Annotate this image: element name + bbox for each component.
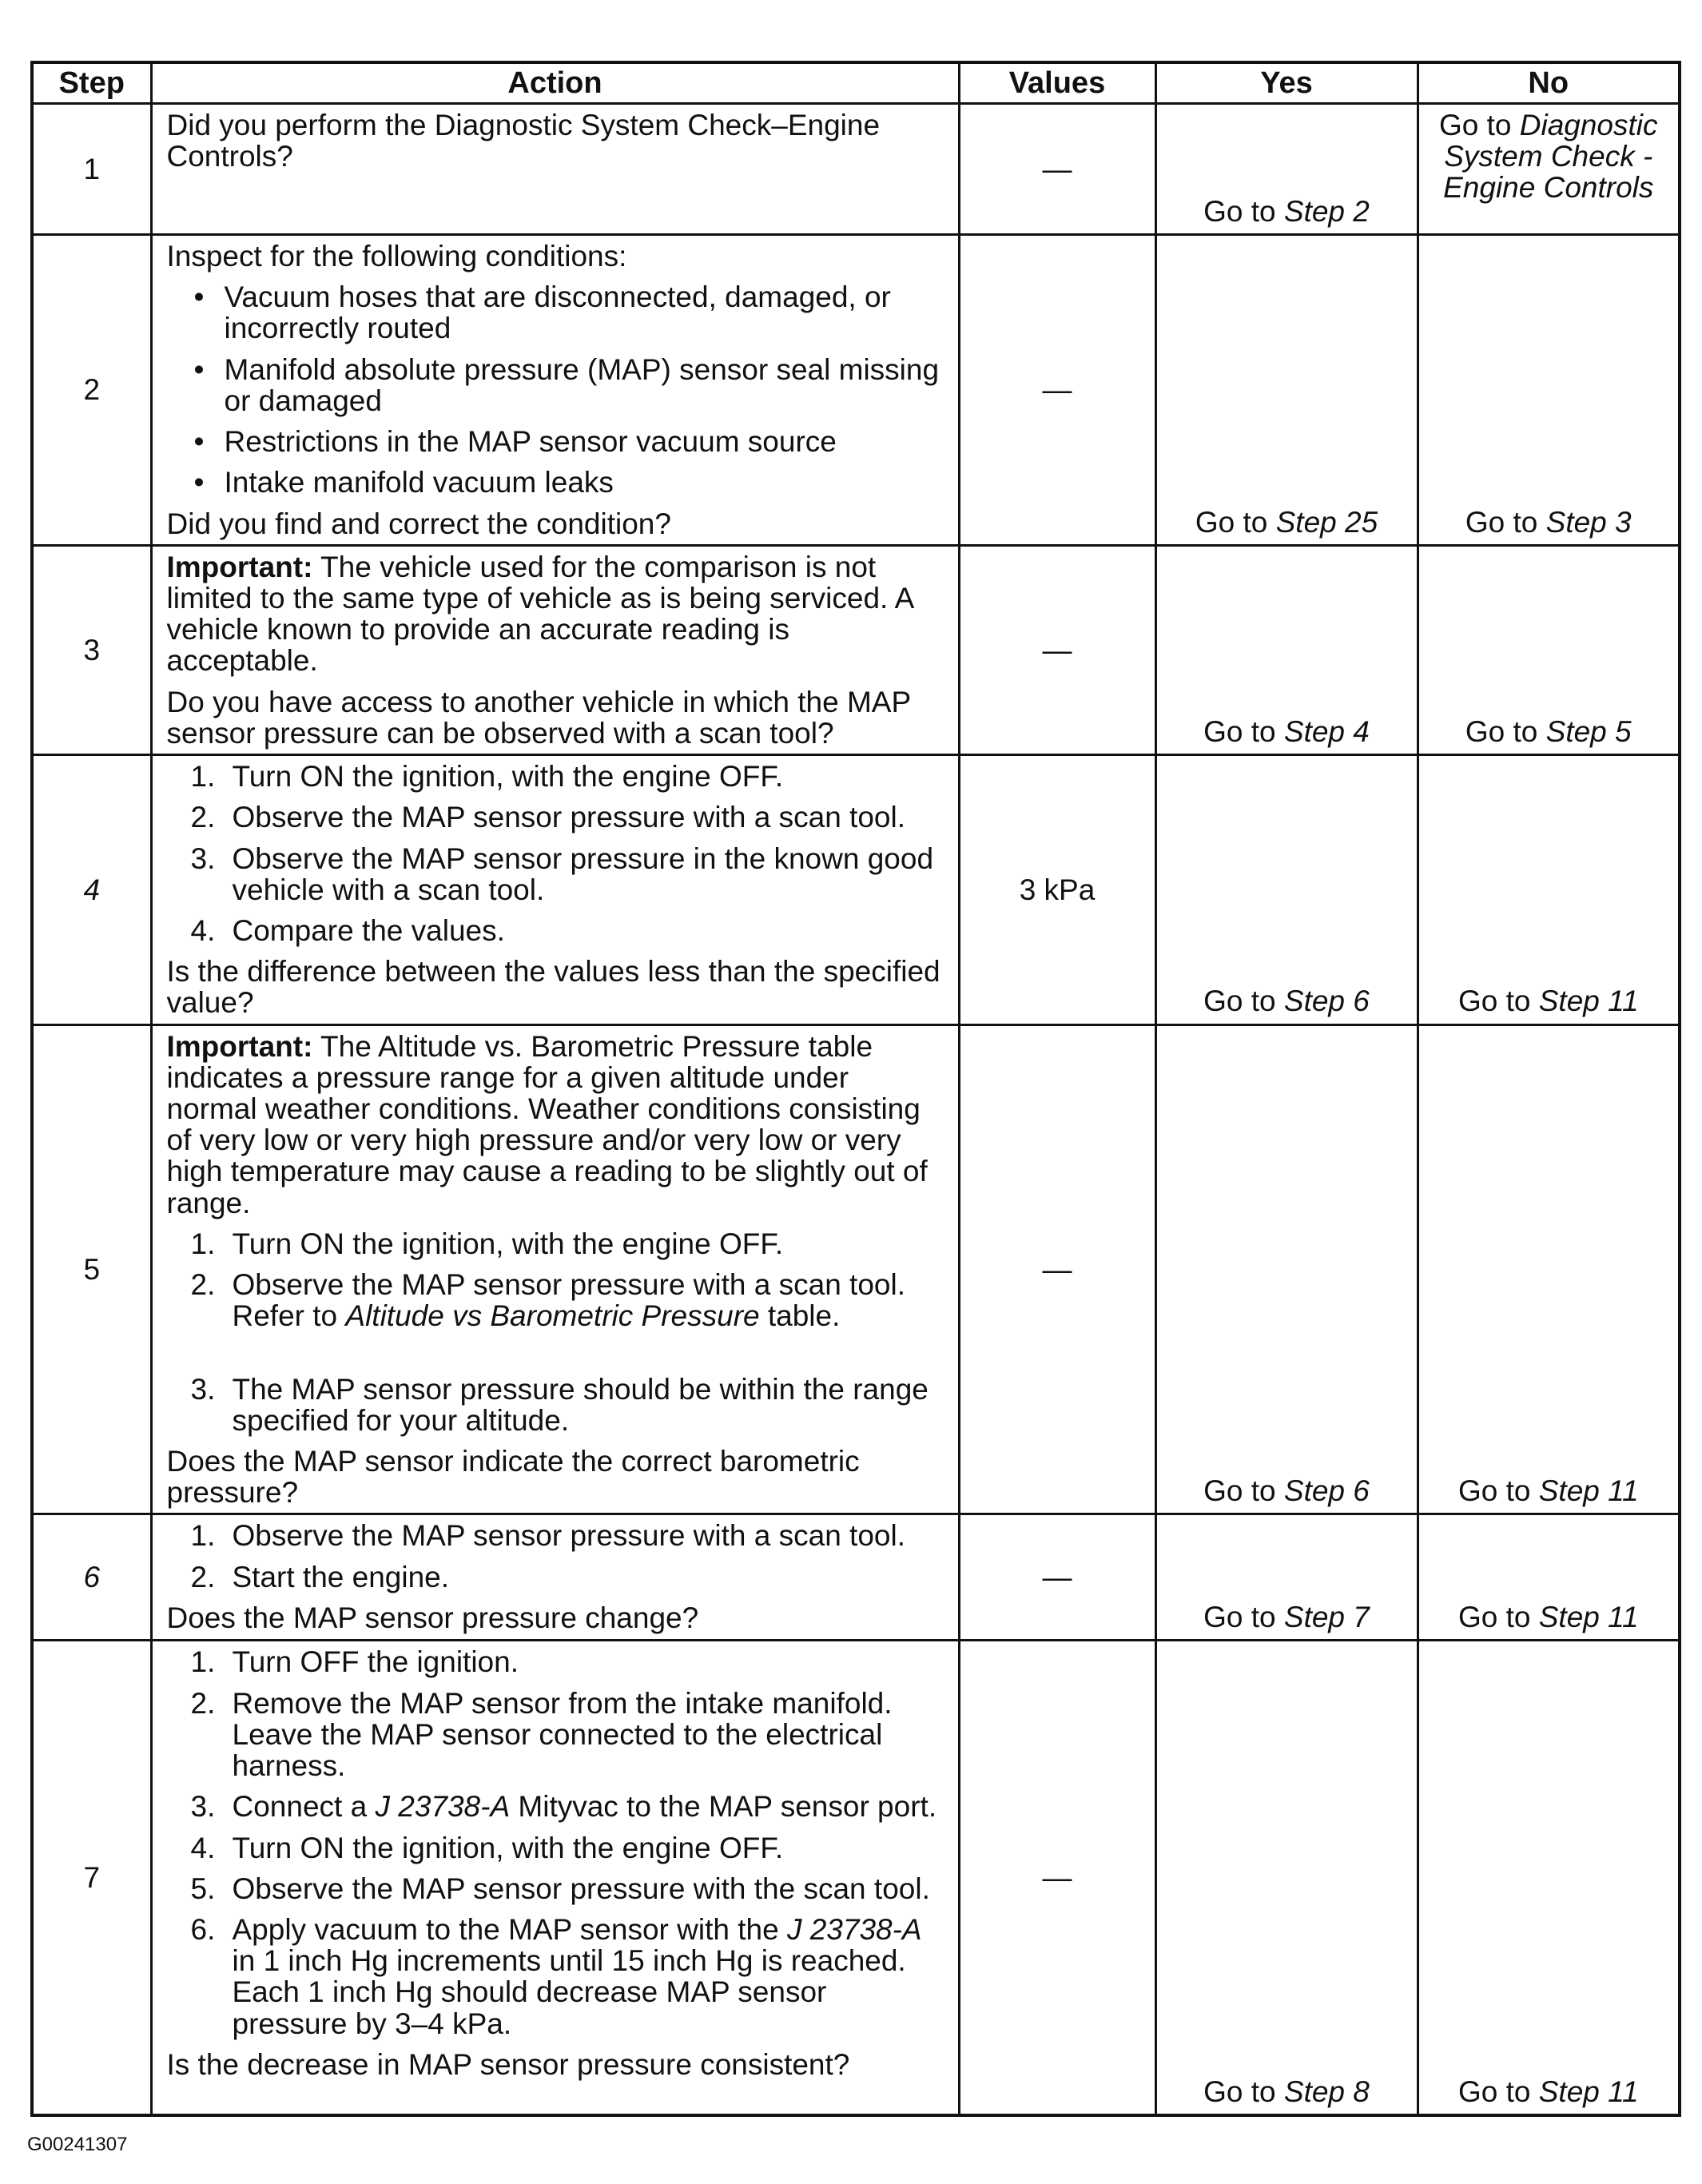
numbered-item: 4. Compare the values.: [190, 913, 505, 947]
item-text: Compare the values.: [232, 913, 505, 947]
no-cell: [1418, 1514, 1680, 1641]
step-number: 5: [32, 1024, 151, 1514]
important-label: Important:: [166, 1029, 313, 1063]
numbered-item: 3. Connect a J 23738-A Mityvac to the MAP sensor port.: [190, 1790, 937, 1824]
no-cell: [1418, 104, 1680, 235]
important-label: Important:: [166, 550, 313, 583]
diagnostic-table: [30, 61, 1681, 2117]
item-text: Turn ON the ignition, with the engine OFF.: [232, 1831, 784, 1864]
value-cell: —: [959, 545, 1155, 754]
no-cell: [1418, 1641, 1680, 2115]
yes-cell: [1155, 235, 1418, 546]
action-cell: [151, 104, 959, 235]
yes-target: Step 25: [1275, 505, 1378, 539]
goto-text: Go to: [1457, 2075, 1539, 2108]
table-reference: Altitude vs Barometric Pressure: [345, 1299, 760, 1333]
action-cell: [151, 755, 959, 1025]
item-text: Remove the MAP sensor from the intake manifold. Leave the MAP sensor connected to the electrical harness.: [232, 1686, 893, 1783]
step-number: 3: [32, 545, 151, 754]
tool-reference: J 23738-A: [375, 1790, 511, 1824]
yes-target: Step 6: [1283, 1474, 1370, 1508]
table-row: [32, 1641, 1680, 2115]
action-question: Does the MAP sensor pressure change?: [166, 1601, 699, 1634]
no-target: Step 11: [1538, 985, 1639, 1018]
header-step: Step: [32, 62, 151, 104]
action-question: Do you have access to another vehicle in which the MAP sensor pressure can be observed with a scan tool?: [166, 685, 911, 750]
value-cell: —: [959, 104, 1155, 235]
goto-text: Go to: [1203, 1474, 1284, 1508]
yes-cell: [1155, 1641, 1418, 2115]
important-text: The vehicle used for the comparison is not limited to the same type of vehicle as is being serviced. A vehicle known to provide an accurate reading is acceptable.: [166, 550, 913, 678]
action-cell: [151, 1024, 959, 1514]
no-target: Step 3: [1545, 505, 1632, 539]
bullet-item: • Vacuum hoses that are disconnected, damaged, or incorrectly routed: [167, 281, 944, 344]
step-number: 4: [32, 755, 151, 1025]
item-text: Apply vacuum to the MAP sensor with the: [232, 1912, 787, 1946]
goto-text: Go to: [1195, 505, 1276, 539]
no-cell: [1418, 545, 1680, 754]
table-row: [32, 1514, 1680, 1641]
numbered-item: 5. Observe the MAP sensor pressure with the scan tool.: [190, 1872, 930, 1905]
item-text: table.: [759, 1299, 841, 1333]
item-text: Connect a: [232, 1790, 376, 1824]
item-text: Turn OFF the ignition.: [232, 1645, 519, 1679]
yes-target: Step 4: [1283, 714, 1370, 748]
goto-text: Go to: [1203, 1601, 1284, 1634]
no-target: Step 11: [1538, 2075, 1639, 2108]
table-row: [32, 104, 1680, 235]
header-no: No: [1418, 62, 1680, 104]
goto-text: Go to: [1457, 985, 1539, 1018]
action-cell: [151, 1514, 959, 1641]
no-target: Step 11: [1538, 1474, 1639, 1508]
numbered-item: 1. Turn ON the ignition, with the engine OFF.: [190, 1227, 784, 1260]
goto-text: Go to: [1465, 505, 1546, 539]
item-text: Turn ON the ignition, with the engine OFF.: [232, 1227, 784, 1260]
numbered-item: 2. Observe the MAP sensor pressure with a scan tool. Refer to Altitude vs Barometric Pressure table.: [190, 1268, 905, 1333]
action-intro: Inspect for the following conditions:: [166, 240, 627, 273]
action-question: Is the difference between the values less than the specified value?: [166, 955, 940, 1020]
no-target: Step 11: [1538, 1601, 1639, 1634]
yes-target: Step 6: [1283, 985, 1370, 1018]
action-question: Did you perform the Diagnostic System Check–Engine Controls?: [166, 109, 881, 173]
figure-id-caption: G00241307: [27, 2134, 128, 2155]
bullet-item: • Intake manifold vacuum leaks: [167, 467, 944, 498]
action-cell: [151, 235, 959, 546]
bullet-item: • Restrictions in the MAP sensor vacuum source: [167, 426, 944, 457]
yes-cell: [1155, 755, 1418, 1025]
yes-cell: [1155, 545, 1418, 754]
value-cell: —: [959, 235, 1155, 546]
value-cell: —: [959, 1641, 1155, 2115]
item-text: Mityvac to the MAP sensor port.: [510, 1790, 937, 1824]
numbered-item: 4. Turn ON the ignition, with the engine OFF.: [190, 1831, 784, 1864]
item-text: Turn ON the ignition, with the engine OFF.: [232, 760, 784, 794]
goto-text: Go to: [1203, 714, 1284, 748]
numbered-item: 2. Observe the MAP sensor pressure with a scan tool.: [190, 801, 905, 834]
bullet-item: • Manifold absolute pressure (MAP) sensor seal missing or damaged: [167, 354, 944, 416]
item-text: Observe the MAP sensor pressure with a scan tool.: [232, 801, 905, 834]
header-row: [32, 62, 1680, 104]
item-text: Observe the MAP sensor pressure with a scan tool. Refer to: [232, 1268, 905, 1333]
numbered-item: 2. Remove the MAP sensor from the intake manifold. Leave the MAP sensor connected to the electrical harness.: [190, 1686, 893, 1783]
table-row: [32, 755, 1680, 1025]
important-note: [167, 551, 944, 677]
goto-text: Go to: [1438, 109, 1520, 141]
important-note: [167, 1031, 944, 1219]
item-text: Observe the MAP sensor pressure with the scan tool.: [232, 1872, 930, 1905]
item-text: Observe the MAP sensor pressure in the known good vehicle with a scan tool.: [232, 841, 934, 906]
important-text: The Altitude vs. Barometric Pressure table indicates a pressure range for a given altitude under normal weather conditions. Weather conditions consisting of very low or very high pressure and/or very low or very high temperature may cause a reading to be slightly out of range.: [166, 1029, 928, 1219]
goto-text: Go to: [1457, 1474, 1539, 1508]
numbered-item: 1. Observe the MAP sensor pressure with a scan tool.: [190, 1519, 905, 1553]
numbered-item: 2. Start the engine.: [190, 1560, 450, 1593]
no-target: Diagnostic System Check - Engine Controls: [1443, 109, 1658, 205]
item-text: in 1 inch Hg increments until 15 inch Hg is reached. Each 1 inch Hg should decrease MAP sensor pressure by 3–4 kPa.: [232, 1944, 906, 2040]
value-cell: —: [959, 1024, 1155, 1514]
no-cell: [1418, 235, 1680, 546]
item-text: Observe the MAP sensor pressure with a scan tool.: [232, 1519, 905, 1553]
numbered-item: 3. Observe the MAP sensor pressure in the known good vehicle with a scan tool.: [190, 841, 934, 906]
no-cell: [1418, 1024, 1680, 1514]
no-target: Step 5: [1545, 714, 1632, 748]
goto-text: Go to: [1203, 2075, 1284, 2108]
table-row: [32, 235, 1680, 546]
action-cell: [151, 1641, 959, 2115]
numbered-item: 1. Turn OFF the ignition.: [190, 1645, 519, 1679]
numbered-item: 6. Apply vacuum to the MAP sensor with the J 23738-A in 1 inch Hg increments until 15 inch Hg is reached. Each 1 inch Hg should decrease MAP sensor pressure by 3–4 kPa.: [190, 1912, 922, 2040]
action-cell: [151, 545, 959, 754]
table-row: [32, 1024, 1680, 1514]
goto-text: Go to: [1203, 985, 1284, 1018]
tool-reference: J 23738-A: [786, 1912, 922, 1946]
yes-cell: [1155, 1514, 1418, 1641]
step-number: 2: [32, 235, 151, 546]
action-question: Did you find and correct the condition?: [166, 507, 671, 540]
yes-cell: [1155, 104, 1418, 235]
header-yes: Yes: [1155, 62, 1418, 104]
action-question: Does the MAP sensor indicate the correct barometric pressure?: [166, 1445, 860, 1510]
action-question: Is the decrease in MAP sensor pressure consistent?: [166, 2047, 850, 2081]
step-number: 7: [32, 1641, 151, 2115]
numbered-item: 3. The MAP sensor pressure should be within the range specified for your altitude.: [190, 1372, 929, 1437]
step-number: 6: [32, 1514, 151, 1641]
goto-text: Go to: [1465, 714, 1546, 748]
step-number: 1: [32, 104, 151, 235]
header-values: Values: [959, 62, 1155, 104]
value-cell: 3 kPa: [959, 755, 1155, 1025]
item-text: Start the engine.: [232, 1560, 450, 1593]
item-text: The MAP sensor pressure should be within the range specified for your altitude.: [232, 1372, 929, 1437]
yes-target: Step 7: [1283, 1601, 1370, 1634]
header-action: Action: [151, 62, 959, 104]
value-cell: —: [959, 1514, 1155, 1641]
goto-text: Go to: [1203, 194, 1284, 228]
no-cell: [1418, 755, 1680, 1025]
yes-cell: [1155, 1024, 1418, 1514]
goto-text: Go to: [1457, 1601, 1539, 1634]
yes-target: Step 8: [1283, 2075, 1370, 2108]
numbered-item: 1. Turn ON the ignition, with the engine OFF.: [190, 760, 784, 794]
table-row: [32, 545, 1680, 754]
yes-target: Step 2: [1283, 194, 1370, 228]
